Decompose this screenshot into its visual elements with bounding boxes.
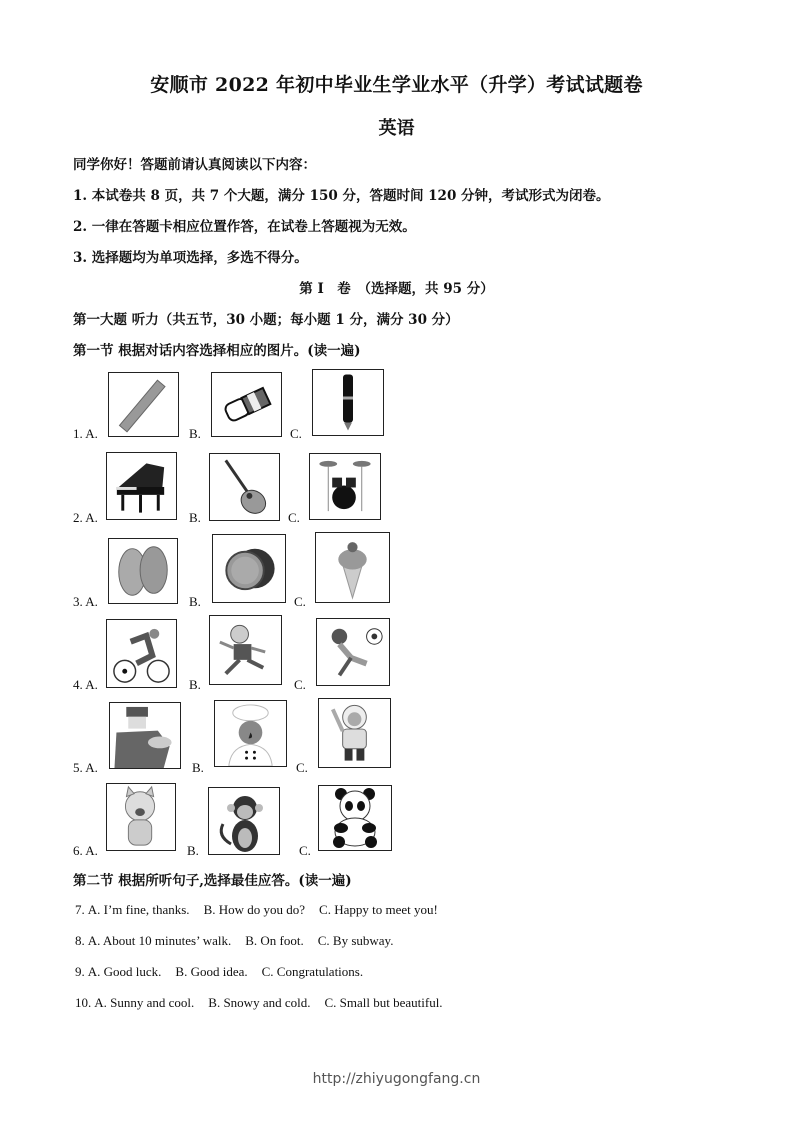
question-label: 5. A. xyxy=(73,760,98,775)
ice-cream-icon[interactable] xyxy=(315,532,390,603)
running-boy-icon[interactable] xyxy=(209,615,282,685)
option-b-label: B. xyxy=(189,594,201,609)
drums-icon[interactable] xyxy=(309,453,381,520)
option-b[interactable]: B. Snowy and cold. xyxy=(208,995,311,1010)
subject-title: 英语 xyxy=(378,118,415,139)
option-a[interactable]: A. Good luck. xyxy=(87,964,162,979)
panda-icon[interactable] xyxy=(318,785,392,851)
volume-heading: 第 I 卷 （选择题，共 95 分） xyxy=(299,281,494,297)
option-c-label: C. xyxy=(294,594,306,609)
question-label: 2. A. xyxy=(73,510,98,525)
question-number: 9. xyxy=(75,964,85,979)
option-c[interactable]: C. Small but beautiful. xyxy=(324,995,443,1010)
option-c[interactable]: C. By subway. xyxy=(317,933,394,948)
cat-icon[interactable] xyxy=(106,783,176,851)
option-b-label: B. xyxy=(187,843,199,858)
instruction-2: 2. 一律在答题卡相应位置作答，在试卷上答题视为无效。 xyxy=(73,219,416,235)
question-8 xyxy=(75,933,407,949)
ruler-icon[interactable] xyxy=(108,372,179,437)
option-b[interactable]: B. On foot. xyxy=(245,933,304,948)
monkey-icon[interactable] xyxy=(208,787,280,855)
option-c-label: C. xyxy=(288,510,300,525)
option-b-label: B. xyxy=(189,510,201,525)
piano-icon[interactable] xyxy=(106,452,177,520)
cook-icon[interactable] xyxy=(214,700,287,767)
option-c[interactable]: C. Happy to meet you! xyxy=(319,902,438,917)
question-label: 6. A. xyxy=(73,843,98,858)
option-b-label: B. xyxy=(189,677,201,692)
question-9 xyxy=(75,964,377,980)
option-b[interactable]: B. Good idea. xyxy=(175,964,248,979)
pen-icon[interactable] xyxy=(312,369,384,436)
exam-title: 安顺市 2022 年初中毕业生学业水平（升学）考试试题卷 xyxy=(150,74,643,96)
cyclist-icon[interactable] xyxy=(106,619,177,688)
watermelon-icon[interactable] xyxy=(212,534,286,603)
soccer-player-icon[interactable] xyxy=(316,618,390,686)
mooncakes-icon[interactable] xyxy=(108,538,178,604)
guitar-icon[interactable] xyxy=(209,453,280,521)
option-c-label: C. xyxy=(290,426,302,441)
greeting: 同学你好！答题前请认真阅读以下内容： xyxy=(73,157,316,173)
option-b-label: B. xyxy=(189,426,201,441)
option-a[interactable]: A. I’m fine, thanks. xyxy=(87,902,190,917)
option-b-label: B. xyxy=(192,760,204,775)
part-one-heading: 第一大题 听力（共五节，30 小题；每小题 1 分，满分 30 分） xyxy=(73,312,459,328)
question-7 xyxy=(75,902,452,918)
option-c-label: C. xyxy=(299,843,311,858)
question-label: 1. A. xyxy=(73,426,98,441)
instruction-3: 3. 选择题均为单项选择，多选不得分。 xyxy=(73,250,308,266)
option-a[interactable]: A. About 10 minutes’ walk. xyxy=(87,933,232,948)
section-two-heading: 第二节 根据所听句子,选择最佳应答。(读一遍) xyxy=(73,873,352,889)
watermark-url[interactable]: http://zhiyugongfang.cn xyxy=(312,1071,481,1087)
option-b[interactable]: B. How do you do? xyxy=(203,902,306,917)
section-one-heading: 第一节 根据对话内容选择相应的图片。(读一遍) xyxy=(73,343,361,359)
eraser-icon[interactable] xyxy=(211,372,282,437)
option-c-label: C. xyxy=(296,760,308,775)
option-c[interactable]: C. Congratulations. xyxy=(261,964,364,979)
astronaut-icon[interactable] xyxy=(318,698,391,768)
question-10 xyxy=(75,995,457,1011)
option-a[interactable]: A. Sunny and cool. xyxy=(94,995,195,1010)
question-label: 4. A. xyxy=(73,677,98,692)
question-number: 7. xyxy=(75,902,85,917)
question-number: 10. xyxy=(75,995,92,1010)
question-label: 3. A. xyxy=(73,594,98,609)
doctor-icon[interactable] xyxy=(109,702,181,769)
option-c-label: C. xyxy=(294,677,306,692)
question-number: 8. xyxy=(75,933,85,948)
instruction-1: 1. 本试卷共 8 页，共 7 个大题，满分 150 分，答题时间 120 分钟，考试形式为闭卷。 xyxy=(73,188,610,204)
